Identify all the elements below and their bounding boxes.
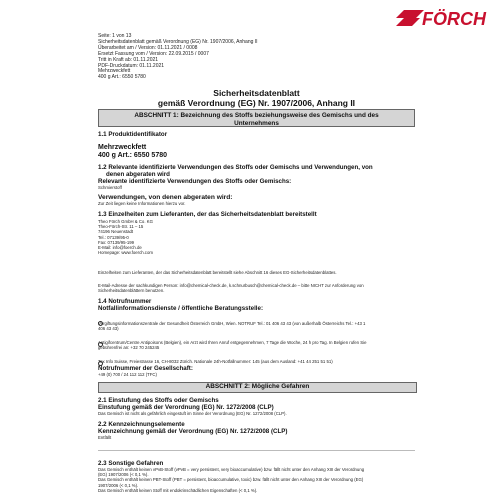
section-2-header bbox=[98, 382, 417, 393]
section-1-header bbox=[98, 109, 415, 127]
foerch-logo bbox=[394, 3, 494, 33]
s12-sub: Relevante identifizierte Verwendungen des Stoffs oder Gemischs: bbox=[98, 178, 292, 185]
s23-line-4: 1907/2006 (< 0,1 %). bbox=[98, 482, 139, 488]
supplier-email: E-Mail: info@foerch.de bbox=[98, 245, 142, 251]
s14-sub: Notfallinformationsdienste / öffentliche Beratungsstelle: bbox=[98, 305, 264, 312]
emergency-belgium-line-1: Antigifcentrum/Centre Antipoisons (Belgien), ein Arzt wird Ihren Anruf entgegennehmen, 7 Tage die Woche, 24 h pro Tag. In Belgien rufen Sie bbox=[98, 340, 367, 345]
s21-sub: Einstufung gemäß der Verordnung (EG) Nr. 1272/2008 (CLP) bbox=[98, 404, 274, 411]
section-2-2 bbox=[98, 421, 418, 440]
section-1-4 bbox=[98, 298, 418, 312]
section-1-3 bbox=[98, 211, 418, 218]
s12-advised-text: Zur Zeit liegen keine Informationen hierzu vor. bbox=[98, 201, 186, 206]
emergency-austria bbox=[98, 321, 418, 331]
s14-heading: 1.4 Notrufnummer bbox=[98, 298, 152, 305]
page-title bbox=[98, 88, 415, 108]
supplier-address bbox=[98, 219, 418, 255]
section-1-2 bbox=[98, 164, 418, 190]
section-2-3 bbox=[98, 460, 418, 493]
s12-advised bbox=[98, 194, 418, 206]
supplier-street: Theo-Förch-Str. 11 – 15 bbox=[98, 224, 144, 230]
supplier-homepage: Homepage: www.foerch.com bbox=[98, 250, 153, 256]
logo-text: FÖRCH bbox=[422, 9, 486, 29]
s23-line-5: Das Gemisch enthält keinen Stoff mit endokrinschädlichen Eigenschaften (< 0,1 %). bbox=[98, 487, 258, 493]
emergency-austria-line-1: Vergiftungsinformationszentrale der Gesundheit Österreich GmbH, Wien. NOTRUF Tel.: 01 406 43 43 (von außerhalb Österreichs Tel.: +43 1 bbox=[98, 321, 366, 326]
product-name: Mehrzweckfett bbox=[98, 144, 147, 151]
company-emergency bbox=[98, 365, 418, 377]
s22-text: Entfällt bbox=[98, 435, 112, 440]
supplier-phone: Tel.: 07139/95-0 bbox=[98, 234, 129, 240]
email-note-line-1: E-Mail-Adresse der sachkundigen Person: info@chemical-check.de, k.schnurbusch@chemical-check.de – bitte NICHT zur Anforderung von bbox=[98, 283, 364, 288]
s22-heading: 2.2 Kennzeichnungselemente bbox=[98, 421, 185, 428]
email-note-line-2: Sicherheitsdatenblättern benutzen. bbox=[98, 288, 165, 294]
section-2-1 bbox=[98, 397, 418, 416]
s21-heading: 2.1 Einstufung des Stoffs oder Gemischs bbox=[98, 397, 219, 404]
section-1-header-line-2: Unternehmens bbox=[234, 119, 279, 127]
emergency-switzerland bbox=[98, 359, 418, 364]
supplier-city: 74196 Neuenstadt bbox=[98, 229, 134, 235]
s21-text: Das Gemisch ist nicht als gefährlich eingestuft im Sinne der Verordnung (EG) Nr. 1272/2008 (CLP). bbox=[98, 411, 287, 416]
emergency-switzerland-line: Tox Info Suisse, Freiestrasse 16, CH-8032 Zürich. Nationale 24h-Notfallnummer: 145 (aus dem Ausland: +41 44 251 51 51) bbox=[98, 359, 333, 364]
meta-article: 400 g Art.: 6550 5780 bbox=[98, 74, 146, 81]
section-1-header-line-1: ABSCHNITT 1: Bezeichnung des Stoffs beziehungsweise des Gemischs und des bbox=[134, 112, 379, 119]
s11-heading: 1.1 Produktidentifikator bbox=[98, 131, 168, 138]
emergency-belgium bbox=[98, 340, 418, 350]
meta-page: Seite: 1 von 13 bbox=[98, 33, 132, 39]
meta-print-date: PDF-Druckdatum: 01.11.2021 bbox=[98, 62, 165, 69]
meta-effective: Tritt in Kraft ab: 01.11.2021 bbox=[98, 56, 159, 63]
document-meta bbox=[98, 34, 258, 81]
s13-heading: 1.3 Einzelheiten zum Lieferanten, der das Sicherheitsdatenblatt bereitstellt bbox=[98, 211, 317, 218]
supplier-note-text: Einzelheiten zum Lieferanten, der das Sicherheitsdatenblatt bereitstellt siehe Abschnitt 16 dieses EG-Sicherheitsdatenblattes. bbox=[98, 270, 337, 275]
section-1-1 bbox=[98, 131, 418, 138]
logo-swoosh-icon bbox=[396, 10, 424, 18]
s23-heading: 2.3 Sonstige Gefahren bbox=[98, 460, 164, 467]
meta-revised: Überarbeitet am / Version: 01.11.2021 / 0008 bbox=[98, 44, 198, 51]
product-article: 400 g Art.: 6550 5780 bbox=[98, 152, 168, 159]
divider bbox=[98, 450, 415, 451]
supplier-company: Theo Förch GmbH & Co. KG bbox=[98, 219, 153, 224]
emergency-austria-line-2: 406 43 43) bbox=[98, 326, 119, 332]
meta-regulation: Sicherheitsdatenblatt gemäß Verordnung (EG) Nr. 1907/2006, Anhang II bbox=[98, 38, 258, 45]
meta-replaces: Ersetzt Fassung vom / Version: 22.09.2015 / 0007 bbox=[98, 50, 209, 57]
title-line-1: Sicherheitsdatenblatt bbox=[213, 88, 300, 98]
s22-sub: Kennzeichnung gemäß der Verordnung (EG) Nr. 1272/2008 (CLP) bbox=[98, 428, 288, 435]
product-identifier bbox=[98, 144, 418, 160]
s14-company-heading: Notrufnummer der Gesellschaft: bbox=[98, 365, 193, 372]
s12-heading-1: 1.2 Relevante identifizierte Verwendungen des Stoffs oder Gemischs und Verwendungen, von bbox=[98, 164, 373, 171]
emergency-belgium-line-2: gebührenfrei an: +32 70 245245 bbox=[98, 345, 160, 351]
s23-line-3: Das Gemisch enthält keinen PBT-Stoff (PBT = persistent, bioaccumulative, toxic) bzw. fällt nicht unter den Anhang XIII der Verordnung (EG) bbox=[98, 477, 364, 483]
supplier-fax: Fax: 07139/95-199 bbox=[98, 239, 135, 245]
supplier-note bbox=[98, 270, 418, 275]
email-note bbox=[98, 283, 418, 293]
s23-line-2: (EG) 1907/2006 (< 0,1 %). bbox=[98, 472, 149, 478]
s12-use: Schmierstoff bbox=[98, 185, 122, 190]
s12-advised-heading: Verwendungen, von denen abgeraten wird: bbox=[98, 194, 233, 201]
s23-line-1: Das Gemisch enthält keinen vPvB-Stoff (vPvB = very persistent, very bioaccumulative) bzw. fällt nicht unter den Anhang XIII der Verordnung bbox=[98, 467, 365, 472]
title-line-2: gemäß Verordnung (EG) Nr. 1907/2006, Anhang II bbox=[157, 98, 356, 108]
meta-product: Mehrzweckfett bbox=[98, 68, 131, 75]
section-2-header-text: ABSCHNITT 2: Mögliche Gefahren bbox=[205, 383, 310, 390]
s12-heading-2: denen abgeraten wird bbox=[106, 171, 170, 178]
s14-company-number: +49 (0) 700 / 24 112 112 (TFC) bbox=[98, 372, 157, 377]
